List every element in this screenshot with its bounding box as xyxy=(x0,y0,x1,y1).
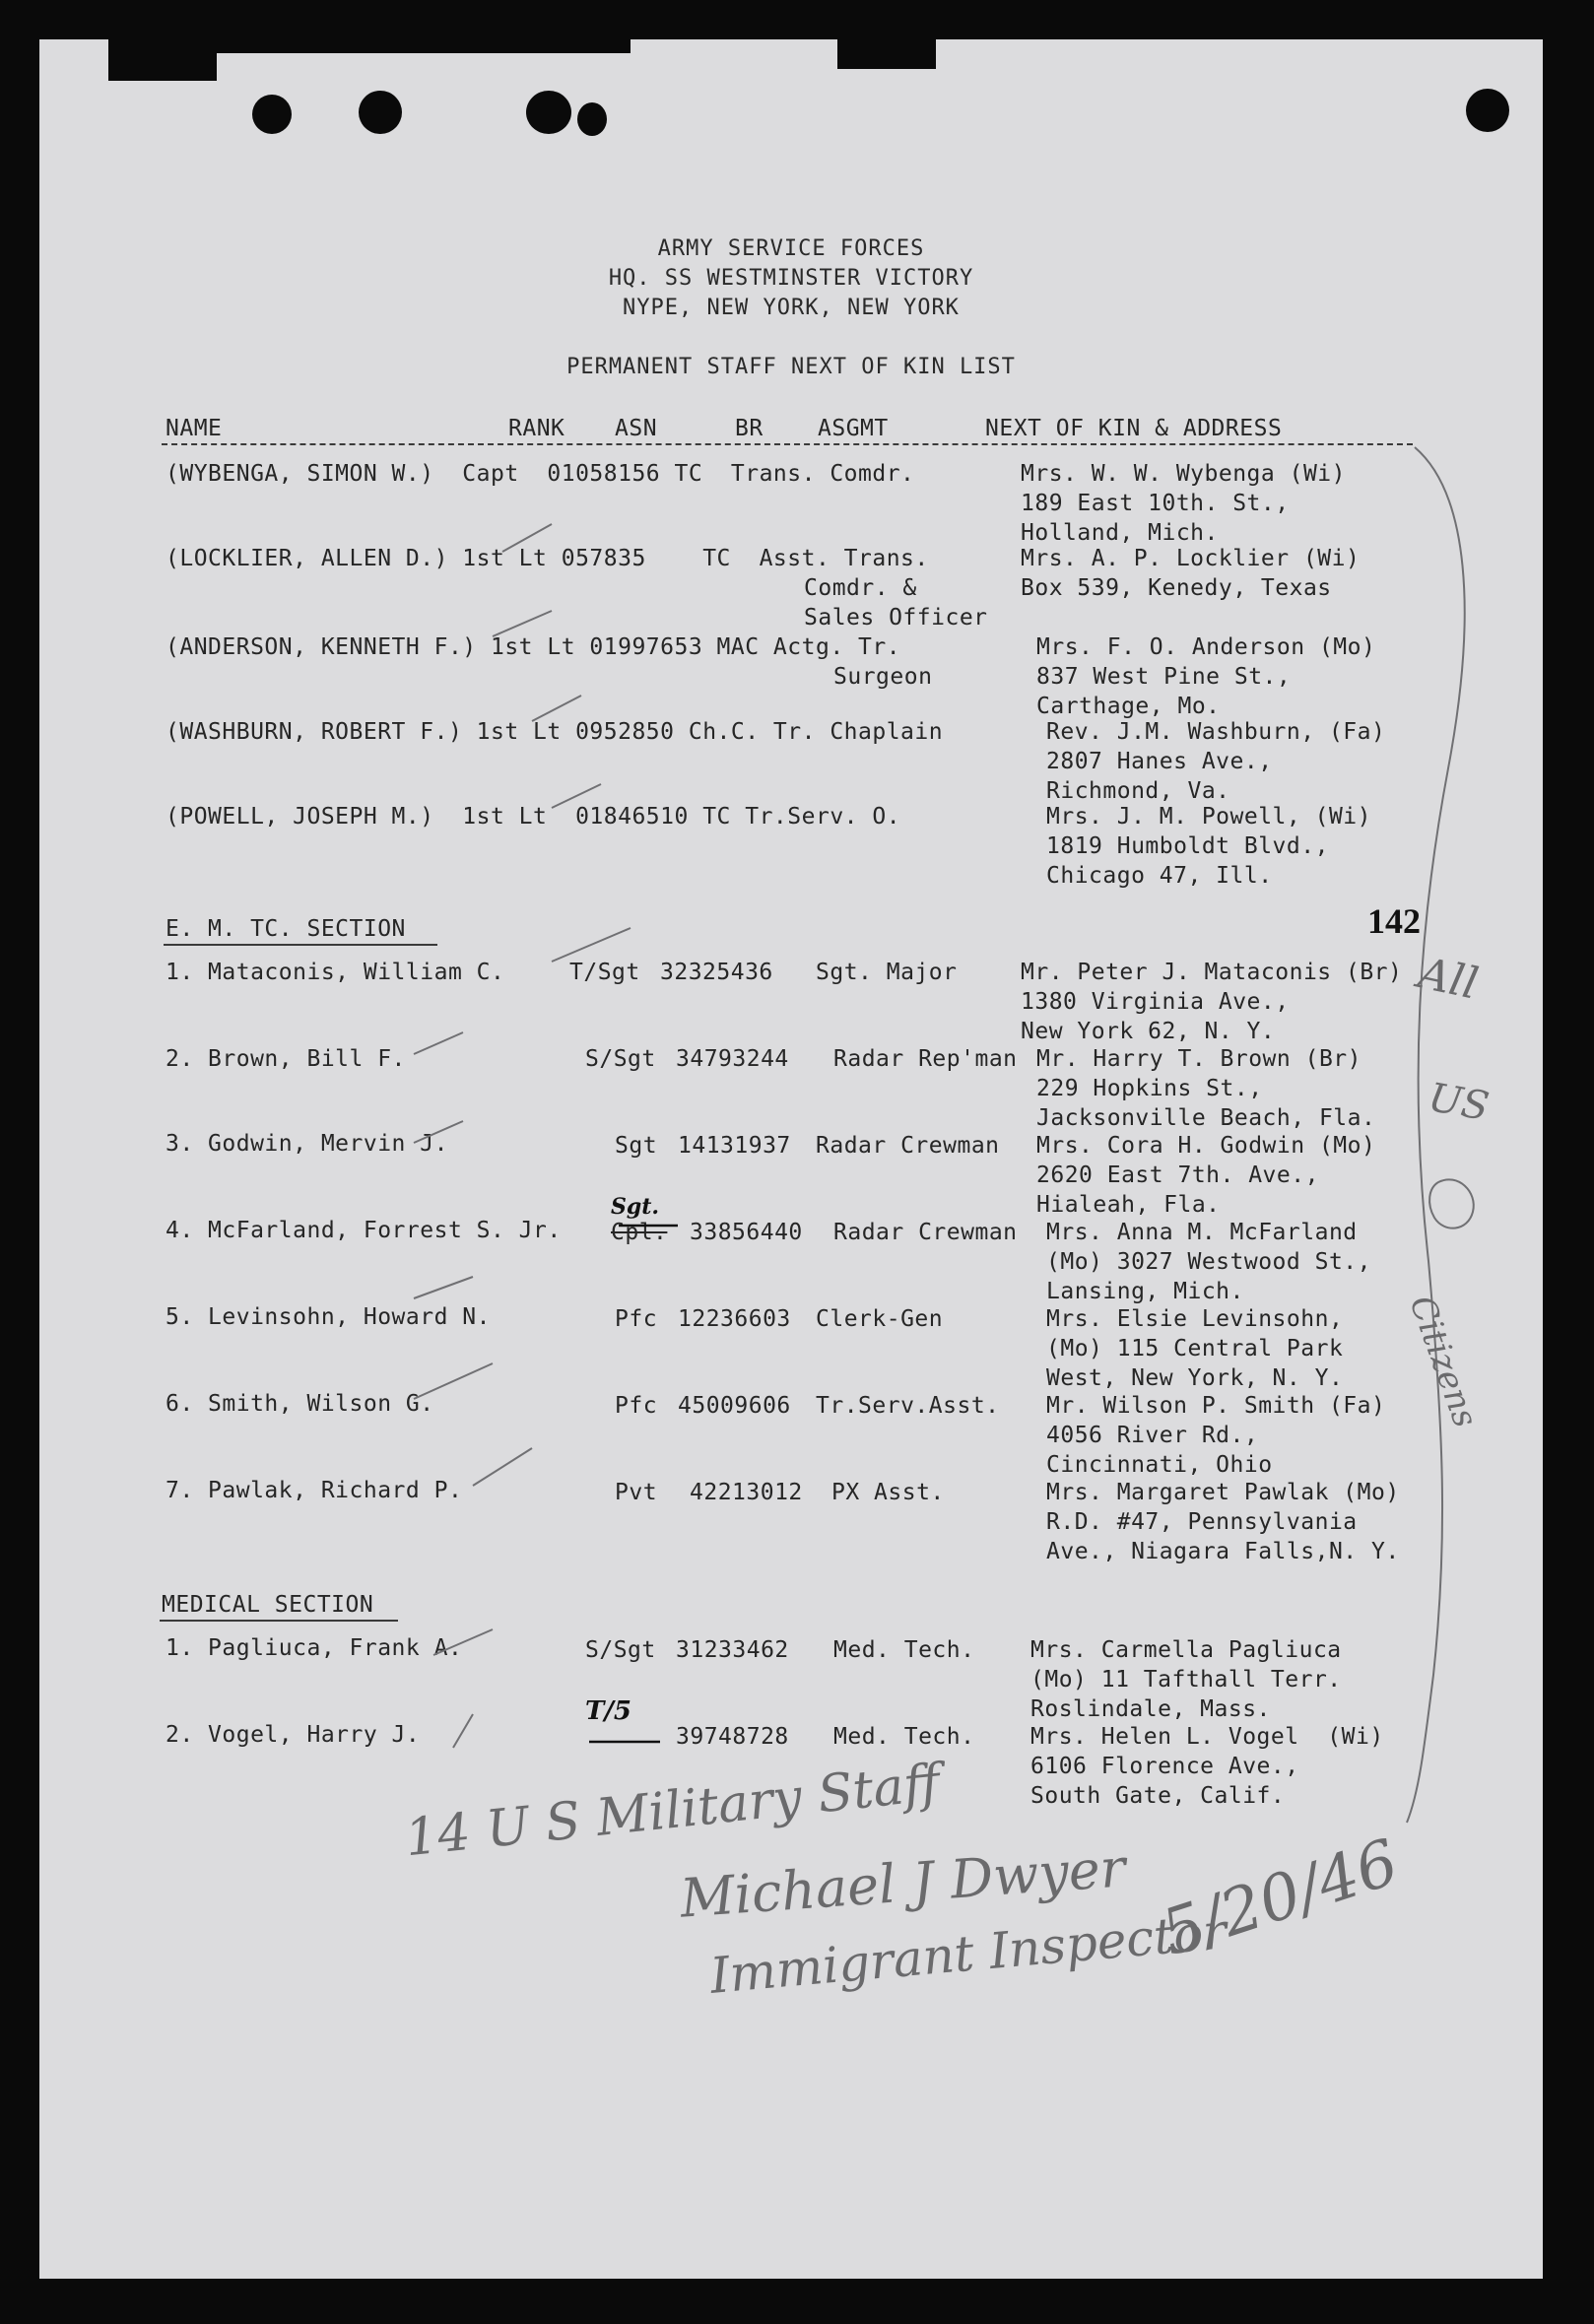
next-of-kin-line: Mrs. Anna M. McFarland xyxy=(1046,1220,1358,1245)
member-asn: 45009606 xyxy=(678,1393,791,1419)
column-header-rank: RANK xyxy=(508,416,565,441)
officer-line: (ANDERSON, KENNETH F.) 1st Lt 01997653 MAC Actg. Tr. xyxy=(166,634,901,660)
header-line-3: NYPE, NEW YORK, NEW YORK xyxy=(623,296,960,320)
member-rank: S/Sgt xyxy=(585,1637,656,1663)
punch-hole xyxy=(252,95,292,134)
inspector-signature: Michael J Dwyer xyxy=(678,1836,1128,1930)
next-of-kin-line: Mrs. Margaret Pawlak (Mo) xyxy=(1046,1480,1400,1505)
column-header-next-of-kin: NEXT OF KIN & ADDRESS xyxy=(985,416,1283,441)
next-of-kin-line: Mrs. Carmella Pagliuca xyxy=(1030,1637,1342,1663)
next-of-kin-line: Chicago 47, Ill. xyxy=(1046,863,1273,889)
assignment-line: Comdr. & xyxy=(804,575,917,601)
next-of-kin-line: Holland, Mich. xyxy=(1021,520,1219,546)
member-asn: 39748728 xyxy=(676,1724,789,1750)
member-name: 2. Brown, Bill F. xyxy=(166,1046,406,1072)
list-title: PERMANENT STAFF NEXT OF KIN LIST xyxy=(566,355,1016,379)
member-assignment: PX Asst. xyxy=(831,1480,945,1505)
t5-correction: T/5 xyxy=(585,1696,631,1726)
next-of-kin-line: West, New York, N. Y. xyxy=(1046,1365,1344,1391)
next-of-kin-line: Mrs. Cora H. Godwin (Mo) xyxy=(1036,1133,1376,1159)
margin-note: Citizens xyxy=(1401,1291,1486,1433)
inspector-title: Immigrant Inspector xyxy=(707,1902,1229,2005)
assignment-line: Surgeon xyxy=(833,664,933,690)
column-header-name: NAME xyxy=(166,416,223,441)
next-of-kin-line: Mr. Peter J. Mataconis (Br) xyxy=(1021,960,1403,985)
next-of-kin-line: Mrs. Helen L. Vogel (Wi) xyxy=(1030,1724,1384,1750)
next-of-kin-line: Hialeah, Fla. xyxy=(1036,1192,1221,1218)
next-of-kin-line: 4056 River Rd., xyxy=(1046,1423,1259,1448)
section-title: E. M. TC. SECTION xyxy=(166,916,406,942)
next-of-kin-line: Richmond, Va. xyxy=(1046,778,1230,804)
member-asn: 42213012 xyxy=(690,1480,803,1505)
member-assignment: Med. Tech. xyxy=(833,1724,975,1750)
margin-note: All xyxy=(1414,948,1483,1010)
next-of-kin-line: (Mo) 11 Tafthall Terr. xyxy=(1030,1667,1342,1693)
section-underline xyxy=(160,1620,398,1622)
member-assignment: Radar Crewman xyxy=(833,1220,1018,1245)
next-of-kin-line: Box 539, Kenedy, Texas xyxy=(1021,575,1332,601)
member-asn: 32325436 xyxy=(660,960,773,985)
next-of-kin-line: South Gate, Calif. xyxy=(1030,1783,1286,1809)
member-rank: S/Sgt xyxy=(585,1046,656,1072)
column-header-asgmt: ASGMT xyxy=(818,416,889,441)
next-of-kin-line: Carthage, Mo. xyxy=(1036,694,1221,719)
member-rank: Pvt xyxy=(615,1480,658,1505)
column-header-br: BR xyxy=(735,416,764,441)
punch-hole xyxy=(577,102,607,136)
section-underline xyxy=(164,944,437,946)
torn-edge xyxy=(108,39,217,81)
officer-line: (WASHBURN, ROBERT F.) 1st Lt 0952850 Ch.C. Tr. Chaplain xyxy=(166,719,944,745)
next-of-kin-line: Roslindale, Mass. xyxy=(1030,1696,1271,1722)
next-of-kin-line: (Mo) 3027 Westwood St., xyxy=(1046,1249,1371,1275)
punch-hole xyxy=(526,91,571,134)
section-title: MEDICAL SECTION xyxy=(162,1592,374,1618)
member-name: 3. Godwin, Mervin J. xyxy=(166,1131,448,1157)
member-assignment: Clerk-Gen xyxy=(816,1306,944,1332)
member-name: 1. Pagliuca, Frank A. xyxy=(166,1635,463,1661)
punch-hole xyxy=(1466,89,1509,132)
officer-line: (LOCKLIER, ALLEN D.) 1st Lt 057835 TC Asst. Trans. xyxy=(166,546,929,571)
member-assignment: Sgt. Major xyxy=(816,960,958,985)
member-asn: 12236603 xyxy=(678,1306,791,1332)
next-of-kin-line: Mrs. Elsie Levinsohn, xyxy=(1046,1306,1344,1332)
next-of-kin-line: Mrs. A. P. Locklier (Wi) xyxy=(1021,546,1361,571)
member-rank: T/Sgt xyxy=(569,960,640,985)
column-header-asn: ASN xyxy=(615,416,658,441)
sgt-correction: Sgt. xyxy=(611,1194,660,1220)
member-name: 7. Pawlak, Richard P. xyxy=(166,1478,463,1503)
staff-note: 14 U S Military Staff xyxy=(402,1753,944,1869)
member-asn: 33856440 xyxy=(690,1220,803,1245)
next-of-kin-line: 2807 Hanes Ave., xyxy=(1046,749,1273,774)
next-of-kin-line: Lansing, Mich. xyxy=(1046,1279,1244,1304)
member-asn: 31233462 xyxy=(676,1637,789,1663)
member-name: 6. Smith, Wilson G. xyxy=(166,1391,434,1417)
next-of-kin-line: Mrs. W. W. Wybenga (Wi) xyxy=(1021,461,1346,487)
next-of-kin-line: 6106 Florence Ave., xyxy=(1030,1754,1299,1779)
inspection-date: 5/20/46 xyxy=(1153,1826,1408,1971)
page-number: 142 xyxy=(1367,901,1421,941)
member-assignment: Radar Crewman xyxy=(816,1133,1000,1159)
next-of-kin-line: 837 West Pine St., xyxy=(1036,664,1292,690)
next-of-kin-line: Jacksonville Beach, Fla. xyxy=(1036,1105,1376,1131)
member-assignment: Med. Tech. xyxy=(833,1637,975,1663)
next-of-kin-line: 229 Hopkins St., xyxy=(1036,1076,1263,1101)
next-of-kin-line: (Mo) 115 Central Park xyxy=(1046,1336,1344,1361)
member-name: 1. Mataconis, William C. xyxy=(166,960,505,985)
member-rank: Sgt xyxy=(615,1133,658,1159)
next-of-kin-line: 2620 East 7th. Ave., xyxy=(1036,1162,1319,1188)
member-name: 5. Levinsohn, Howard N. xyxy=(166,1304,491,1330)
member-rank: Pfc xyxy=(615,1393,658,1419)
officer-line: (WYBENGA, SIMON W.) Capt 01058156 TC Trans. Comdr. xyxy=(166,461,915,487)
torn-edge xyxy=(837,39,936,69)
next-of-kin-line: Mr. Wilson P. Smith (Fa) xyxy=(1046,1393,1386,1419)
punch-hole xyxy=(359,91,402,134)
next-of-kin-line: R.D. #47, Pennsylvania xyxy=(1046,1509,1358,1535)
next-of-kin-line: Cincinnati, Ohio xyxy=(1046,1452,1273,1478)
assignment-line: Sales Officer xyxy=(804,605,988,631)
member-rank: Cpl. xyxy=(611,1220,668,1245)
member-rank: Pfc xyxy=(615,1306,658,1332)
margin-note: US xyxy=(1425,1075,1493,1130)
member-asn: 34793244 xyxy=(676,1046,789,1072)
next-of-kin-line: 1380 Virginia Ave., xyxy=(1021,989,1290,1015)
next-of-kin-line: 189 East 10th. St., xyxy=(1021,491,1290,516)
torn-edge xyxy=(217,39,631,53)
next-of-kin-line: Mrs. J. M. Powell, (Wi) xyxy=(1046,804,1371,830)
member-name: 2. Vogel, Harry J. xyxy=(166,1722,421,1748)
member-assignment: Radar Rep'man xyxy=(833,1046,1018,1072)
next-of-kin-line: Rev. J.M. Washburn, (Fa) xyxy=(1046,719,1386,745)
member-assignment: Tr.Serv.Asst. xyxy=(816,1393,1000,1419)
next-of-kin-line: 1819 Humboldt Blvd., xyxy=(1046,833,1329,859)
next-of-kin-line: New York 62, N. Y. xyxy=(1021,1019,1276,1044)
next-of-kin-line: Mr. Harry T. Brown (Br) xyxy=(1036,1046,1362,1072)
header-line-2: HQ. SS WESTMINSTER VICTORY xyxy=(608,266,974,291)
member-asn: 14131937 xyxy=(678,1133,791,1159)
next-of-kin-line: Mrs. F. O. Anderson (Mo) xyxy=(1036,634,1376,660)
member-name: 4. McFarland, Forrest S. Jr. xyxy=(166,1218,562,1243)
next-of-kin-line: Ave., Niagara Falls,N. Y. xyxy=(1046,1539,1400,1564)
header-line-1: ARMY SERVICE FORCES xyxy=(657,236,925,261)
officer-line: (POWELL, JOSEPH M.) 1st Lt 01846510 TC Tr.Serv. O. xyxy=(166,804,901,830)
header-rule xyxy=(162,443,1413,445)
